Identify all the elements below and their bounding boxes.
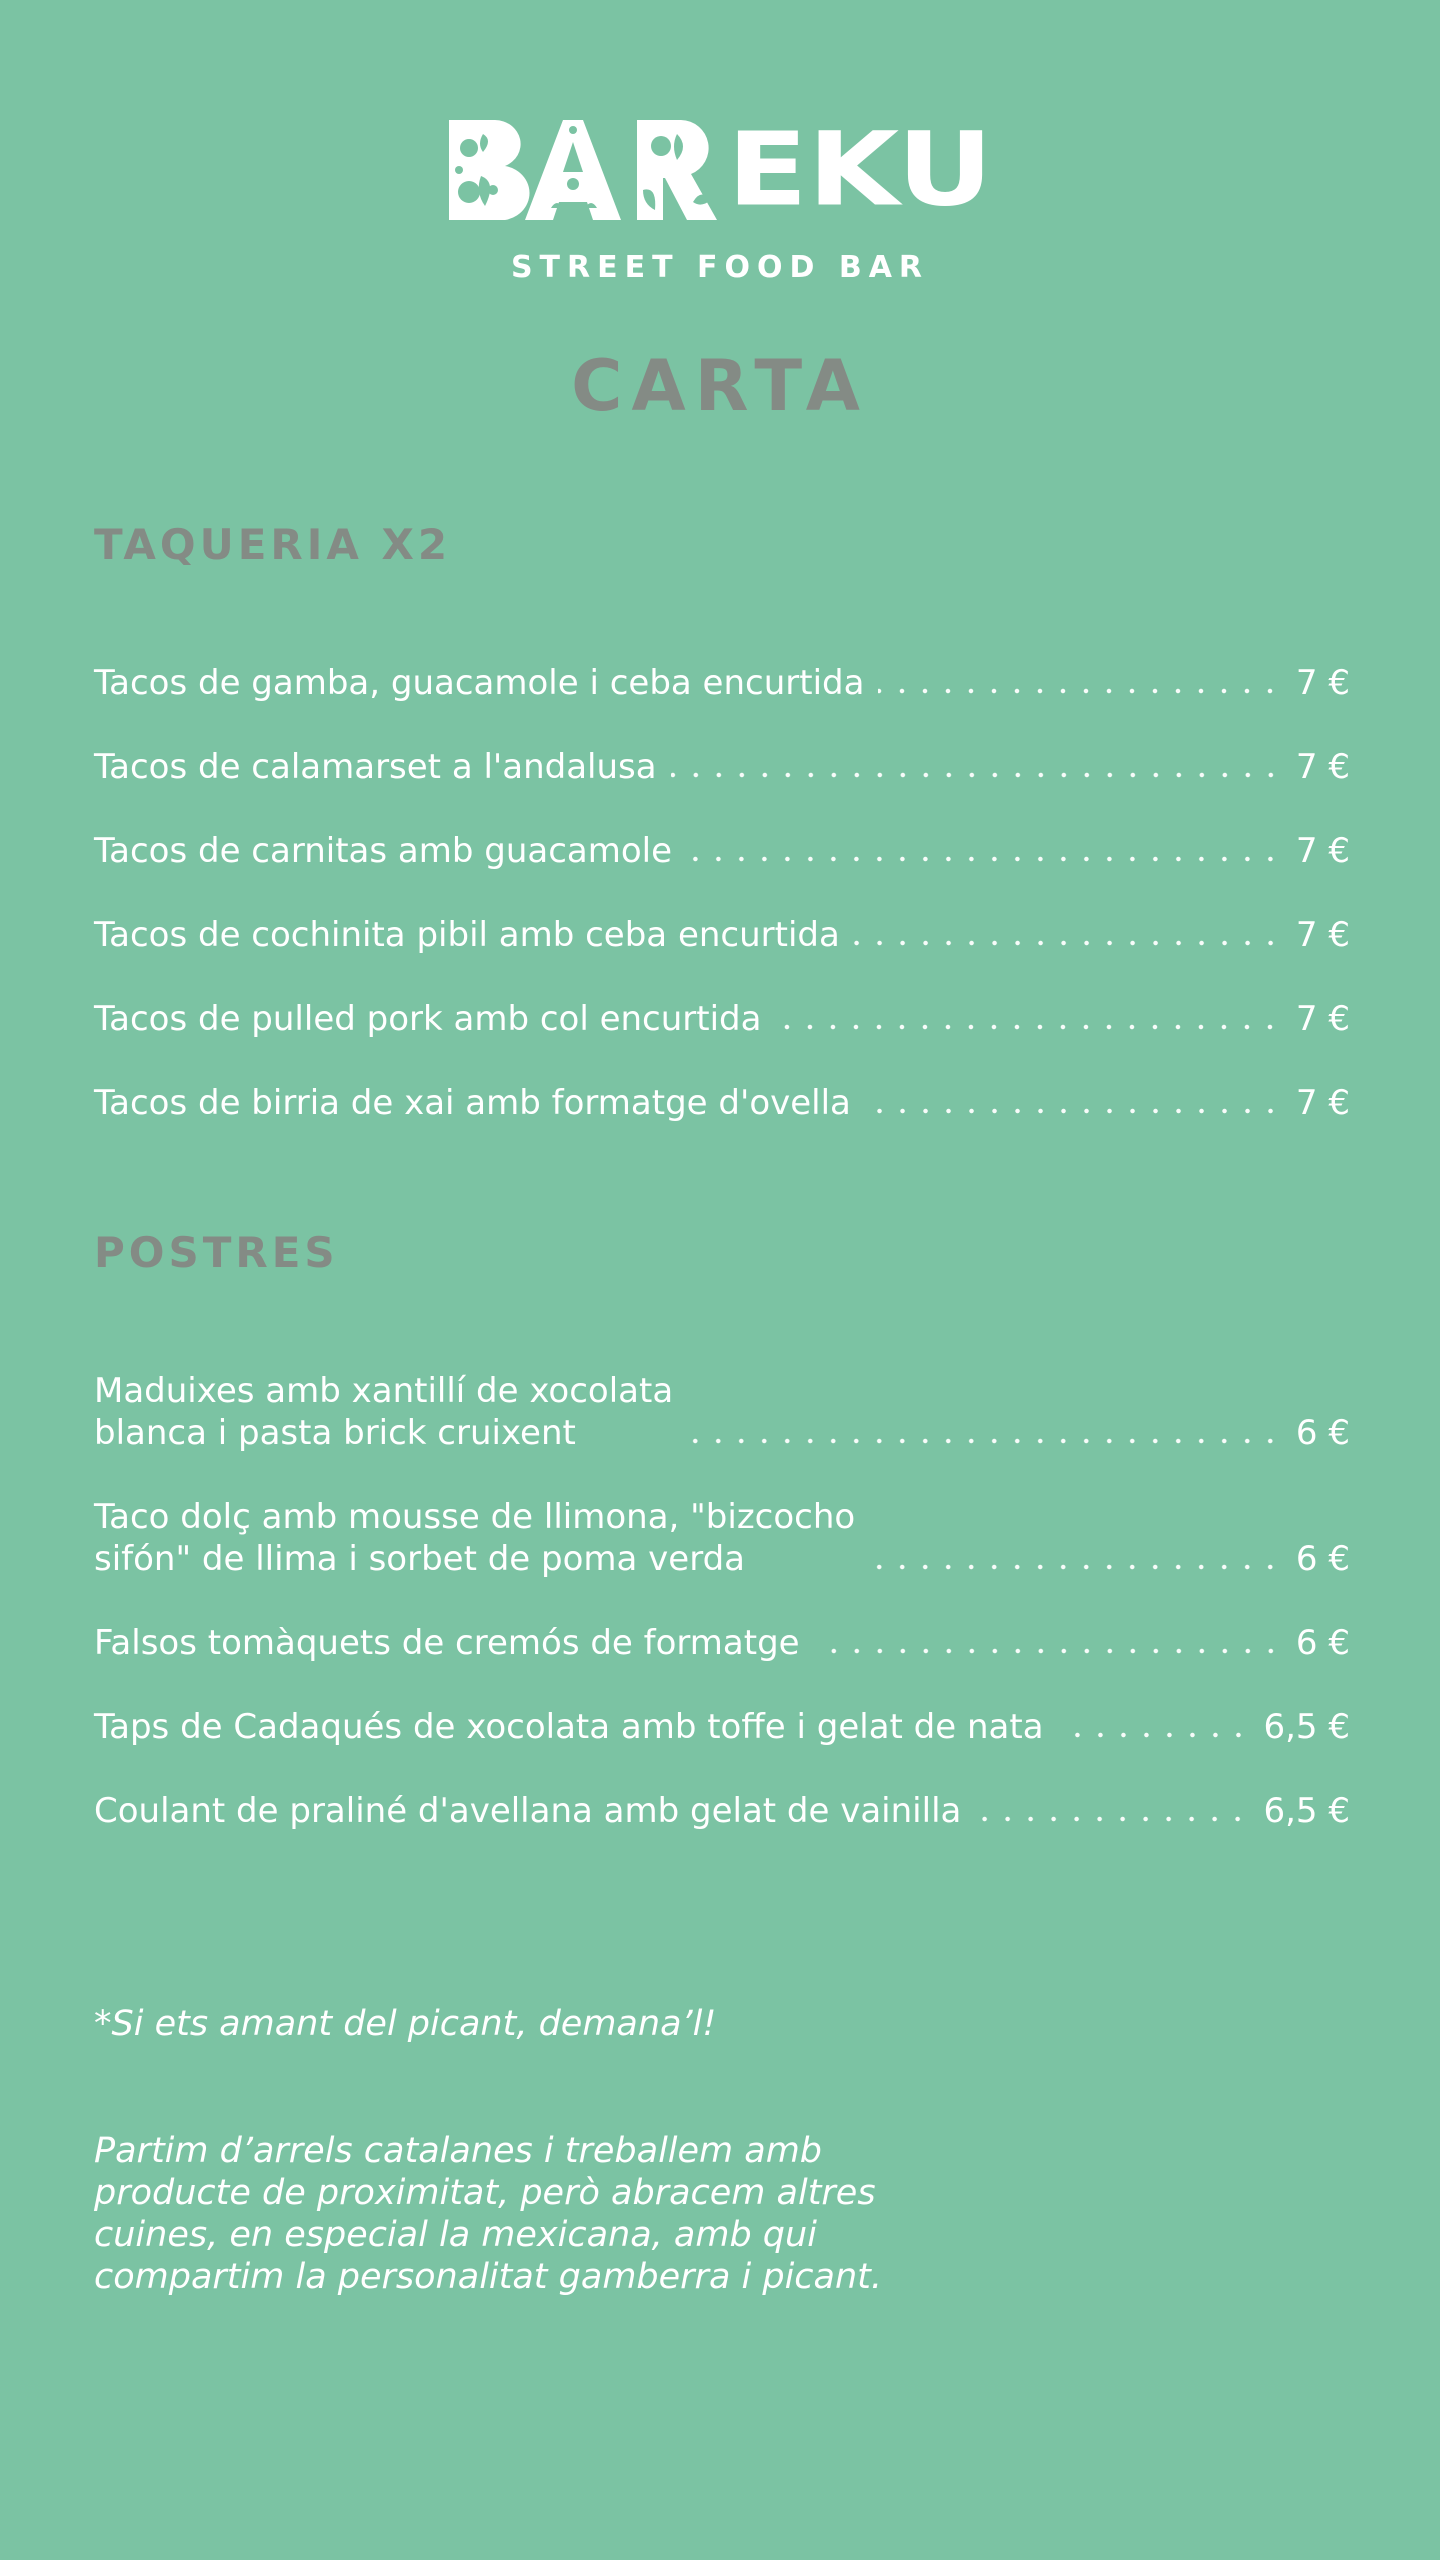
- dot-leader: [671, 772, 1282, 778]
- logo-ornate-letters: [447, 120, 723, 220]
- dot-leader: [878, 688, 1281, 694]
- menu-item-name: [94, 1496, 855, 1580]
- menu-item: [94, 1496, 1350, 1580]
- dot-leader: [1058, 1732, 1250, 1738]
- menu-item-price: 6,5 €: [1263, 1791, 1350, 1831]
- page-title: CARTA: [571, 345, 869, 427]
- menu-item-name: Tacos de cochinita pibil amb ceba encurtida: [94, 915, 840, 955]
- brand-logo: [0, 109, 1440, 285]
- dot-leader: [869, 1564, 1282, 1570]
- menu-item-price: 7 €: [1295, 747, 1350, 787]
- menu-item-name: Tacos de calamarset a l'andalusa: [94, 747, 657, 787]
- menu-item: [94, 914, 1350, 956]
- menu-item-name-line: Maduixes amb xantillí de xocolata: [94, 1371, 674, 1411]
- menu-item-name: Tacos de gamba, guacamole i ceba encurtida: [94, 663, 865, 703]
- dot-leader: [686, 856, 1282, 862]
- menu-item: [94, 1622, 1350, 1664]
- ornate-bar-letters-icon: [447, 120, 723, 220]
- menu-item-name-line: Taco dolç amb mousse de llimona, "bizcocho: [94, 1497, 856, 1537]
- dot-leader: [814, 1648, 1282, 1654]
- menu-item-price: 7 €: [1295, 831, 1350, 871]
- menu-item-name: Tacos de pulled pork amb col encurtida: [94, 999, 762, 1039]
- section-title: POSTRES: [94, 1228, 339, 1277]
- dot-leader: [854, 940, 1282, 946]
- menu-item-name: Coulant de praliné d'avellana amb gelat de vainilla: [94, 1791, 962, 1831]
- menu-item: [94, 1790, 1350, 1832]
- menu-item: [94, 998, 1350, 1040]
- menu-item-name: Taps de Cadaqués de xocolata amb toffe i gelat de nata: [94, 1707, 1044, 1747]
- menu-item-price: 6,5 €: [1263, 1707, 1350, 1747]
- dot-leader: [865, 1108, 1282, 1114]
- section-taqueria: [94, 520, 1350, 1166]
- menu-item-price: 7 €: [1295, 1083, 1350, 1123]
- menu-item-price: 7 €: [1295, 915, 1350, 955]
- menu-item-name: Tacos de carnitas amb guacamole: [94, 831, 673, 871]
- section-title: TAQUERIA X2: [94, 520, 452, 569]
- menu-item-price: 6 €: [1295, 1539, 1350, 1579]
- menu-item: [94, 1370, 1350, 1454]
- menu-list: [94, 662, 1350, 1124]
- menu-item-price: 6 €: [1295, 1413, 1350, 1453]
- menu-item: [94, 746, 1350, 788]
- dot-leader: [975, 1816, 1249, 1822]
- dot-leader: [687, 1438, 1282, 1444]
- menu-item-name: [94, 1370, 673, 1454]
- menu-item-name-line: blanca i pasta brick cruixent: [94, 1413, 576, 1453]
- about-note-line: Partim d’arrels catalanes i treballem amb: [94, 2131, 823, 2171]
- section-postres: [94, 1228, 1350, 1874]
- menu-item-name: Falsos tomàquets de cremós de formatge: [94, 1623, 800, 1663]
- menu-item-price: 7 €: [1295, 663, 1350, 703]
- menu-item: [94, 830, 1350, 872]
- logo-wordmark: [447, 109, 993, 229]
- menu-item: [94, 1706, 1350, 1748]
- menu-item: [94, 1082, 1350, 1124]
- about-note-line: cuines, en especial la mexicana, amb qui: [94, 2215, 817, 2255]
- about-note: [94, 2130, 994, 2298]
- logo-tagline: STREET FOOD BAR: [510, 250, 930, 285]
- menu-item-price: 7 €: [1295, 999, 1350, 1039]
- spicy-note: *Si ets amant del picant, demana’l!: [94, 2004, 717, 2044]
- menu-item-price: 6 €: [1295, 1623, 1350, 1663]
- menu-list: [94, 1370, 1350, 1832]
- menu-item: [94, 662, 1350, 704]
- menu-item-name-line: sifón" de llima i sorbet de poma verda: [94, 1539, 746, 1579]
- about-note-line: producte de proximitat, però abracem altres: [94, 2173, 876, 2213]
- menu-item-name: Tacos de birria de xai amb formatge d'ovella: [94, 1083, 851, 1123]
- logo-plain-letters: EKU: [727, 109, 993, 229]
- dot-leader: [775, 1024, 1281, 1030]
- about-note-line: compartim la personalitat gamberra i picant.: [94, 2257, 883, 2297]
